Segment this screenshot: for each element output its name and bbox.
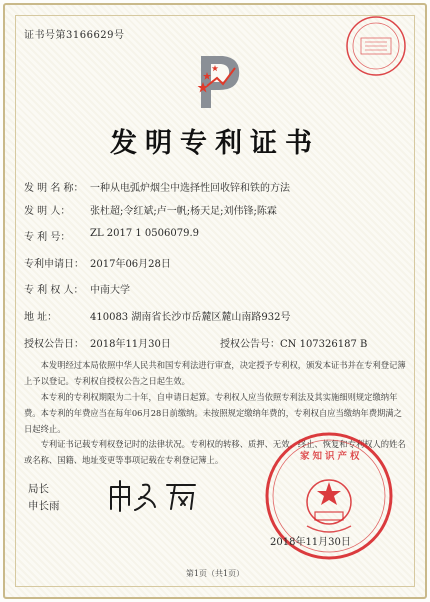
field-value: 张杜超;令红斌;卢一帆;杨天足;刘伟锋;陈霖	[90, 206, 277, 217]
issue-date: 2018年11月30日	[270, 537, 351, 548]
field-value: 410083 湖南省长沙市岳麓区麓山南路932号	[90, 312, 291, 323]
field-value: 2017年06月28日	[90, 259, 171, 270]
certificate-title: 发明专利证书	[110, 128, 320, 159]
field-patent-number	[24, 228, 199, 243]
field-value: 中南大学	[90, 285, 130, 296]
field-label: 发 明 人：	[24, 206, 71, 217]
field-value: ZL 2017 1 0506079.9	[90, 228, 200, 239]
patent-office-logo	[193, 52, 245, 110]
field-label: 授权公告日：	[24, 339, 84, 350]
field-label: 地 址：	[24, 312, 58, 323]
top-red-stamp	[343, 13, 409, 79]
director-name: 申长雨	[28, 500, 60, 512]
field-value: 2018年11月30日	[90, 339, 171, 350]
director-signature	[105, 479, 205, 513]
field-label: 专利申请日：	[24, 259, 84, 270]
field-inventors	[24, 202, 277, 217]
certificate-paragraph-2: 本专利的专利权期限为二十年，自申请日起算。专利权人应当依照专利法及其实施细则规定缴纳年费。本专利的年费应当在每年06月28日前缴纳。未按照规定缴纳年费的，专利权自应当缴纳年费期满之日起终止。	[24, 392, 402, 434]
field-label: 专 利 号：	[24, 232, 71, 243]
page-number: 第1页（共1页）	[185, 569, 245, 578]
field-grant-date	[24, 335, 367, 350]
director-title: 局长	[28, 483, 49, 495]
field-filing-date	[24, 255, 171, 270]
certificate-paragraph-1: 本发明经过本局依照中华人民共和国专利法进行审查，决定授予专利权，颁发本证书并在专利登记簿上予以登记。专利权自授权公告之日起生效。	[24, 360, 406, 386]
certificate-number: 证书号第3166629号	[24, 30, 125, 41]
certificate-paragraph-3: 专利证书记载专利权登记时的法律状况。专利权的转移、质押、无效、终止、恢复和专利权人的姓名或名称、国籍、地址变更等事项记载在专利登记簿上。	[24, 439, 406, 465]
field-address	[24, 308, 290, 323]
field-invention-name	[24, 179, 290, 194]
seal-text: 家知识产权	[300, 451, 363, 462]
field-label: 发 明 名 称：	[24, 183, 84, 194]
field-patentee	[24, 281, 130, 296]
field-label: 专 利 权 人：	[24, 285, 84, 296]
field-value: 一种从电弧炉烟尘中选择性回收锌和铁的方法	[90, 183, 290, 194]
announcement-number: 授权公告号：CN 107326187 B	[220, 339, 368, 350]
